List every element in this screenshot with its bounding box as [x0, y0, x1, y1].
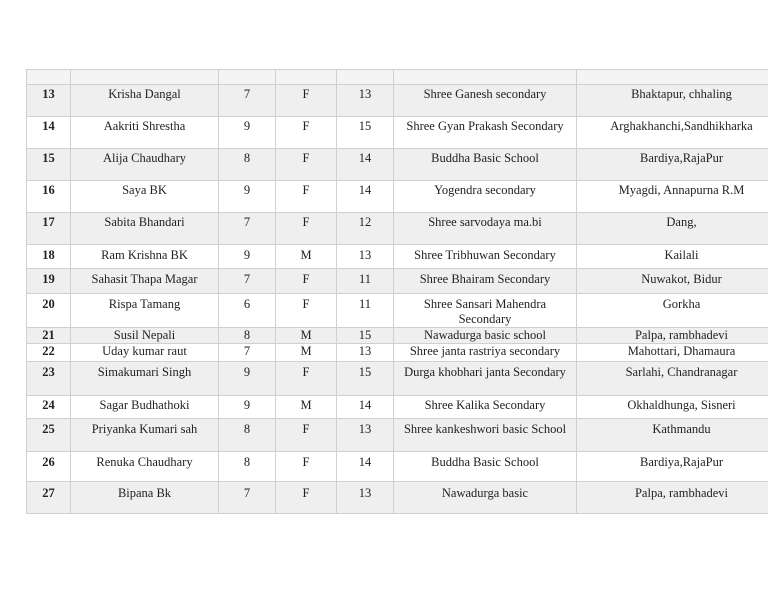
school-cell: Yogendra secondary	[394, 181, 577, 213]
school-cell: Shree Gyan Prakash Secondary	[394, 117, 577, 149]
address-cell: Mahottari, Dhamaura	[577, 344, 768, 362]
table-row	[27, 482, 768, 514]
gender-cell: F	[276, 117, 337, 149]
school-cell: Shree Tribhuwan Secondary	[394, 245, 577, 269]
age-cell: 11	[337, 294, 394, 328]
grade-cell: 7	[219, 344, 276, 362]
gender-cell: M	[276, 396, 337, 419]
grade-cell: 8	[219, 328, 276, 344]
name-cell: Bipana Bk	[71, 482, 219, 514]
age-cell: 11	[337, 269, 394, 294]
gender-cell: F	[276, 213, 337, 245]
name-cell: Saya BK	[71, 181, 219, 213]
age-cell: 13	[337, 85, 394, 117]
school-cell: Shree Bhairam Secondary	[394, 269, 577, 294]
table-row	[27, 269, 768, 294]
blank-cell	[219, 70, 276, 85]
serial-number-cell: 17	[27, 213, 71, 245]
gender-cell: F	[276, 181, 337, 213]
serial-number-cell: 26	[27, 452, 71, 482]
serial-number-cell: 21	[27, 328, 71, 344]
gender-cell: F	[276, 269, 337, 294]
serial-number-cell: 19	[27, 269, 71, 294]
table-row	[27, 85, 768, 117]
age-cell: 14	[337, 396, 394, 419]
grade-cell: 6	[219, 294, 276, 328]
grade-cell: 9	[219, 117, 276, 149]
blank-cell	[577, 70, 768, 85]
serial-number-cell: 24	[27, 396, 71, 419]
blank-header-row	[27, 70, 768, 85]
gender-cell: M	[276, 344, 337, 362]
serial-number-cell: 18	[27, 245, 71, 269]
age-cell: 15	[337, 362, 394, 396]
school-cell: Shree kankeshwori basic School	[394, 419, 577, 452]
address-cell: Okhaldhunga, Sisneri	[577, 396, 768, 419]
age-cell: 12	[337, 213, 394, 245]
age-cell: 13	[337, 482, 394, 514]
blank-cell	[337, 70, 394, 85]
name-cell: Simakumari Singh	[71, 362, 219, 396]
gender-cell: M	[276, 328, 337, 344]
school-cell: Shree Ganesh secondary	[394, 85, 577, 117]
serial-number-cell: 15	[27, 149, 71, 181]
grade-cell: 9	[219, 362, 276, 396]
grade-cell: 9	[219, 181, 276, 213]
address-cell: Sarlahi, Chandranagar	[577, 362, 768, 396]
table-row	[27, 213, 768, 245]
serial-number-cell: 13	[27, 85, 71, 117]
address-cell: Arghakhanchi,Sandhikharka	[577, 117, 768, 149]
student-table	[26, 69, 768, 514]
address-cell: Nuwakot, Bidur	[577, 269, 768, 294]
age-cell: 14	[337, 181, 394, 213]
age-cell: 13	[337, 245, 394, 269]
name-cell: Sabita Bhandari	[71, 213, 219, 245]
serial-number-cell: 14	[27, 117, 71, 149]
table-row	[27, 328, 768, 344]
address-cell: Bardiya,RajaPur	[577, 149, 768, 181]
table-row	[27, 362, 768, 396]
grade-cell: 7	[219, 269, 276, 294]
name-cell: Aakriti Shrestha	[71, 117, 219, 149]
serial-number-cell: 27	[27, 482, 71, 514]
age-cell: 15	[337, 328, 394, 344]
address-cell: Myagdi, Annapurna R.M	[577, 181, 768, 213]
age-cell: 14	[337, 452, 394, 482]
school-cell: Nawadurga basic school	[394, 328, 577, 344]
table-row	[27, 149, 768, 181]
table-row	[27, 117, 768, 149]
name-cell: Sahasit Thapa Magar	[71, 269, 219, 294]
serial-number-cell: 16	[27, 181, 71, 213]
serial-number-cell: 22	[27, 344, 71, 362]
school-cell: Durga khobhari janta Secondary	[394, 362, 577, 396]
gender-cell: F	[276, 294, 337, 328]
table-row	[27, 452, 768, 482]
address-cell: Kathmandu	[577, 419, 768, 452]
address-cell: Palpa, rambhadevi	[577, 328, 768, 344]
name-cell: Renuka Chaudhary	[71, 452, 219, 482]
table-row	[27, 396, 768, 419]
age-cell: 13	[337, 344, 394, 362]
address-cell: Dang,	[577, 213, 768, 245]
grade-cell: 7	[219, 482, 276, 514]
gender-cell: F	[276, 85, 337, 117]
school-cell: Shree sarvodaya ma.bi	[394, 213, 577, 245]
gender-cell: F	[276, 482, 337, 514]
address-cell: Gorkha	[577, 294, 768, 328]
grade-cell: 7	[219, 85, 276, 117]
table-row	[27, 419, 768, 452]
address-cell: Bardiya,RajaPur	[577, 452, 768, 482]
grade-cell: 8	[219, 149, 276, 181]
age-cell: 15	[337, 117, 394, 149]
gender-cell: F	[276, 452, 337, 482]
grade-cell: 8	[219, 419, 276, 452]
serial-number-cell: 20	[27, 294, 71, 328]
name-cell: Sagar Budhathoki	[71, 396, 219, 419]
blank-cell	[71, 70, 219, 85]
gender-cell: F	[276, 419, 337, 452]
gender-cell: F	[276, 362, 337, 396]
school-cell: Shree janta rastriya secondary	[394, 344, 577, 362]
grade-cell: 9	[219, 396, 276, 419]
name-cell: Uday kumar raut	[71, 344, 219, 362]
table-row	[27, 181, 768, 213]
school-cell: Nawadurga basic	[394, 482, 577, 514]
table-row	[27, 294, 768, 328]
blank-cell	[394, 70, 577, 85]
grade-cell: 8	[219, 452, 276, 482]
name-cell: Susil Nepali	[71, 328, 219, 344]
student-table-body	[27, 70, 768, 514]
blank-cell	[276, 70, 337, 85]
name-cell: Priyanka Kumari sah	[71, 419, 219, 452]
school-cell: Shree Sansari Mahendra Secondary	[394, 294, 577, 328]
name-cell: Krisha Dangal	[71, 85, 219, 117]
gender-cell: M	[276, 245, 337, 269]
grade-cell: 9	[219, 245, 276, 269]
age-cell: 13	[337, 419, 394, 452]
address-cell: Bhaktapur, chhaling	[577, 85, 768, 117]
table-row	[27, 245, 768, 269]
address-cell: Kailali	[577, 245, 768, 269]
blank-cell	[27, 70, 71, 85]
serial-number-cell: 25	[27, 419, 71, 452]
name-cell: Rispa Tamang	[71, 294, 219, 328]
school-cell: Shree Kalika Secondary	[394, 396, 577, 419]
address-cell: Palpa, rambhadevi	[577, 482, 768, 514]
gender-cell: F	[276, 149, 337, 181]
grade-cell: 7	[219, 213, 276, 245]
name-cell: Ram Krishna BK	[71, 245, 219, 269]
age-cell: 14	[337, 149, 394, 181]
school-cell: Buddha Basic School	[394, 149, 577, 181]
table-row	[27, 344, 768, 362]
school-cell: Buddha Basic School	[394, 452, 577, 482]
serial-number-cell: 23	[27, 362, 71, 396]
name-cell: Alija Chaudhary	[71, 149, 219, 181]
